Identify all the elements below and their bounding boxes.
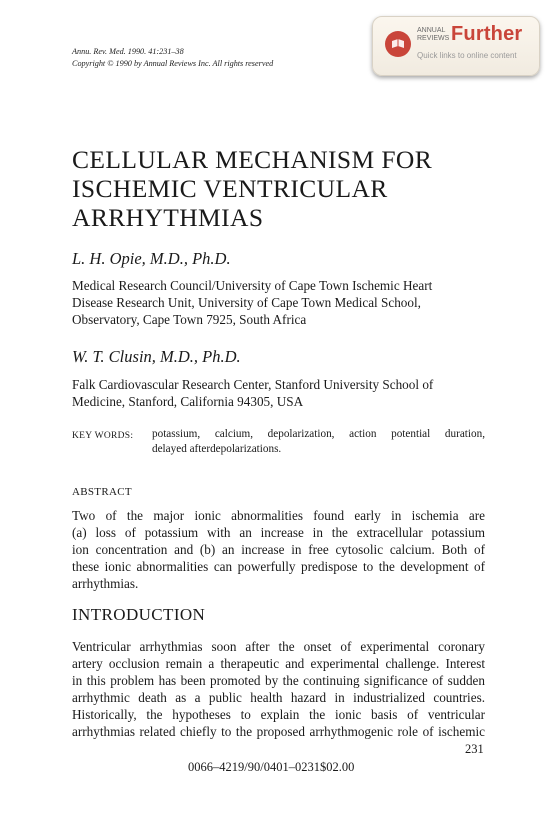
author-name-2: W. T. Clusin, M.D., Ph.D. [72, 347, 241, 366]
affiliation-1-line-3: Observatory, Cape Town 7925, South Africa [72, 312, 307, 327]
title-line-3: ARRHYTHMIAS [72, 203, 264, 232]
abstract-heading: ABSTRACT [72, 486, 132, 498]
abstract-line-5: arrhythmias. [72, 576, 139, 592]
page-number: 231 [465, 742, 484, 756]
badge-reviews: REVIEWS [417, 35, 450, 42]
keywords-label: KEY WORDS: [72, 431, 134, 441]
annual-reviews-logo-icon [385, 31, 411, 57]
intro-line-6: arrhythmias related chiefly to the proposed arrhythmogenic role of ischemic [72, 724, 485, 740]
badge-annual: ANNUAL [417, 27, 446, 34]
intro-line-2: artery occlusion remain a therapeutic and experimental challenge. Interest [72, 656, 485, 672]
title-line-2: ISCHEMIC VENTRICULAR [72, 174, 388, 203]
affiliation-2-line-2: Medicine, Stanford, California 94305, USA [72, 394, 304, 409]
intro-line-1: Ventricular arrhythmias soon after the onset of experimental coronary [72, 639, 485, 654]
further-links-badge[interactable] [372, 16, 540, 76]
keywords-list [152, 427, 485, 457]
abstract-line-2: (a) loss of potassium with an increase in the extracellular potassium [72, 525, 485, 541]
abstract-line-3: ion concentration and (b) an increase in free cytosolic calcium. Both of [72, 542, 485, 558]
keywords-line-1: potassium, calcium, depolarization, action potential duration, [152, 428, 485, 440]
author-affiliation-1 [72, 277, 492, 328]
annual-reviews-wordmark [417, 27, 449, 43]
affiliation-1-line-2: Disease Research Unit, University of Cape Town Medical School, [72, 295, 421, 310]
citation-line-1: Annu. Rev. Med. 1990. 41:231–38 [72, 47, 184, 56]
introduction-body [72, 638, 485, 741]
intro-line-4: arrhythmic death as a public health hazard in industrialized countries. [72, 690, 485, 706]
badge-further: Further [451, 23, 523, 45]
title-line-1: CELLULAR MECHANISM FOR [72, 145, 433, 174]
abstract-line-4: these ionic abnormalities can powerfully predispose to the development of [72, 559, 485, 575]
article-title [72, 145, 432, 232]
introduction-heading: INTRODUCTION [72, 605, 206, 624]
author-name-1: L. H. Opie, M.D., Ph.D. [72, 249, 231, 268]
citation-line-2: Copyright © 1990 by Annual Reviews Inc. All rights reserved [72, 58, 274, 68]
abstract-body [72, 507, 485, 592]
intro-line-3: in this problem has been promoted by the continuing significance of sudden [72, 673, 485, 689]
badge-subtitle: Quick links to online content [417, 51, 517, 60]
affiliation-2-line-1: Falk Cardiovascular Research Center, Stanford University School of [72, 377, 434, 392]
affiliation-1-line-1: Medical Research Council/University of Cape Town Ischemic Heart [72, 278, 433, 293]
keywords-line-2: delayed afterdepolarizations. [152, 443, 282, 455]
footer-code: 0066–4219/90/0401–0231$02.00 [188, 760, 355, 774]
author-affiliation-2 [72, 376, 492, 410]
abstract-line-1: Two of the major ionic abnormalities found early in ischemia are [72, 508, 485, 523]
intro-line-5: Historically, the hypotheses to explain the ionic basis of ventricular [72, 707, 485, 723]
journal-citation [72, 46, 273, 69]
